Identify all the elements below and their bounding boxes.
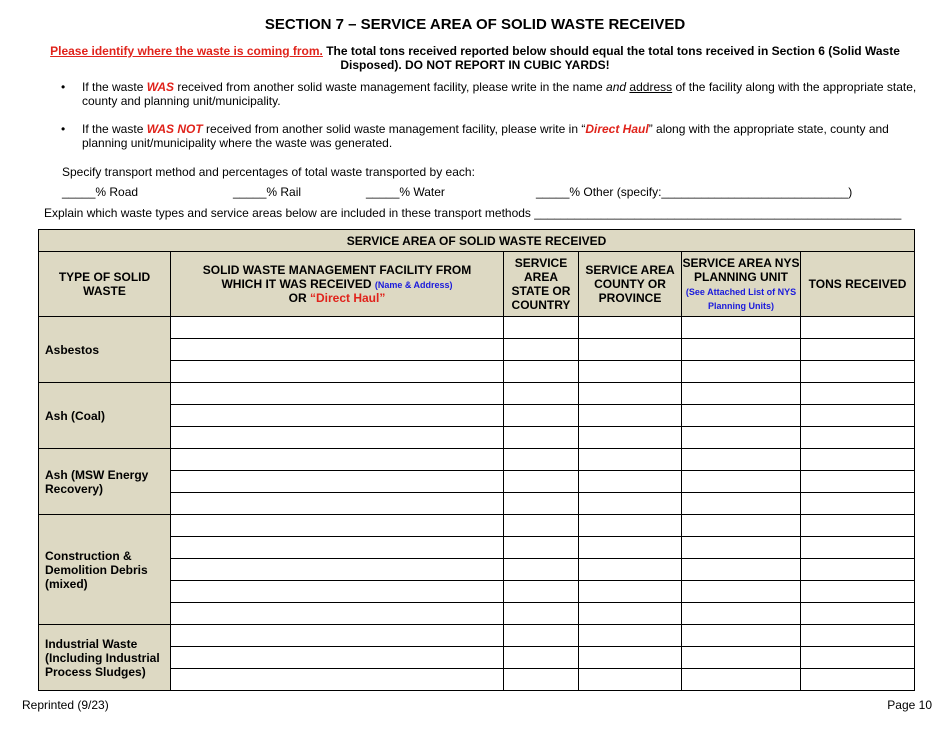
bullet-direct-haul: Direct Haul: [585, 122, 649, 136]
table-row: [39, 427, 915, 449]
bullet-text: ” along with the appropriate state, county and: [648, 122, 889, 136]
table-title: SERVICE AREA OF SOLID WASTE RECEIVED: [39, 230, 915, 252]
tons-cell[interactable]: [801, 625, 915, 647]
header-nys-label: SERVICE AREA NYS PLANNING UNIT: [682, 256, 800, 284]
header-state: SERVICE AREA STATE OR COUNTRY: [504, 252, 579, 317]
planning-unit-cell[interactable]: [682, 383, 801, 405]
header-facility-note: (Name & Address): [374, 280, 453, 290]
service-area-table: [38, 229, 915, 691]
planning-unit-cell[interactable]: [682, 493, 801, 515]
header-nys-note: (See Attached List of NYS Planning Units): [685, 287, 797, 311]
header-county: SERVICE AREA COUNTY OR PROVINCE: [579, 252, 682, 317]
state-cell[interactable]: [504, 603, 579, 625]
state-cell[interactable]: [504, 647, 579, 669]
state-cell[interactable]: [504, 317, 579, 339]
footer-reprinted: Reprinted (9/23): [22, 698, 109, 712]
table-row: [39, 339, 915, 361]
tons-cell[interactable]: [801, 493, 915, 515]
bullet-text: If the waste: [82, 122, 147, 136]
facility-cell[interactable]: [171, 515, 504, 537]
planning-unit-cell[interactable]: [682, 537, 801, 559]
county-cell[interactable]: [579, 515, 682, 537]
county-cell[interactable]: [579, 449, 682, 471]
county-cell[interactable]: [579, 493, 682, 515]
bullet-and: and: [606, 80, 627, 94]
planning-unit-cell[interactable]: [682, 581, 801, 603]
planning-unit-cell[interactable]: [682, 317, 801, 339]
transport-water-field[interactable]: _____% Water: [366, 185, 445, 199]
transport-road-field[interactable]: _____% Road: [62, 185, 139, 199]
tons-cell[interactable]: [801, 339, 915, 361]
table-row: [39, 449, 915, 471]
county-cell[interactable]: [579, 361, 682, 383]
state-cell[interactable]: [504, 581, 579, 603]
table-row: [39, 537, 915, 559]
planning-unit-cell[interactable]: [682, 471, 801, 493]
waste-type-label: Construction & Demolition Debris (mixed): [39, 515, 171, 625]
planning-unit-cell[interactable]: [682, 669, 801, 691]
state-cell[interactable]: [504, 559, 579, 581]
bullet-text: planning unit/municipality where the waste was generated.: [82, 136, 393, 150]
header-facility-line2: WHICH IT WAS RECEIVED: [221, 277, 375, 291]
transport-rail-field[interactable]: _____% Rail: [233, 185, 302, 199]
tons-cell[interactable]: [801, 449, 915, 471]
tons-cell[interactable]: [801, 361, 915, 383]
county-cell[interactable]: [579, 405, 682, 427]
waste-type-label: Ash (Coal): [39, 383, 171, 449]
table-row: [39, 405, 915, 427]
planning-unit-cell[interactable]: [682, 449, 801, 471]
state-cell[interactable]: [504, 427, 579, 449]
table-row: [39, 647, 915, 669]
bullet-text: of the facility along with the appropriate state,: [672, 80, 917, 94]
table-row: [39, 317, 915, 339]
tons-cell[interactable]: [801, 581, 915, 603]
county-cell[interactable]: [579, 559, 682, 581]
table-row: [39, 383, 915, 405]
county-cell[interactable]: [579, 339, 682, 361]
facility-cell[interactable]: [171, 537, 504, 559]
transport-other-field[interactable]: _____% Other (specify:____________________________): [536, 185, 853, 199]
bullet-text: If the waste: [82, 80, 147, 94]
waste-type-label: Ash (MSW Energy Recovery): [39, 449, 171, 515]
tons-cell[interactable]: [801, 669, 915, 691]
facility-cell[interactable]: [171, 625, 504, 647]
header-facility: [171, 252, 504, 317]
planning-unit-cell[interactable]: [682, 647, 801, 669]
intro-red-text: Please identify where the waste is coming from.: [50, 44, 323, 58]
header-type: TYPE OF SOLID WASTE: [39, 252, 171, 317]
state-cell[interactable]: [504, 339, 579, 361]
facility-cell[interactable]: [171, 669, 504, 691]
state-cell[interactable]: [504, 493, 579, 515]
intro-line1: The total tons received reported below should equal the total tons received in Section 6 (Solid Waste: [322, 44, 900, 58]
state-cell[interactable]: [504, 471, 579, 493]
header-nys: [682, 252, 801, 317]
table-row: [39, 581, 915, 603]
state-cell[interactable]: [504, 669, 579, 691]
planning-unit-cell[interactable]: [682, 515, 801, 537]
facility-cell[interactable]: [171, 361, 504, 383]
state-cell[interactable]: [504, 405, 579, 427]
state-cell[interactable]: [504, 515, 579, 537]
county-cell[interactable]: [579, 317, 682, 339]
bullet-emphasis: WAS NOT: [146, 122, 203, 136]
tons-cell[interactable]: [801, 603, 915, 625]
tons-cell[interactable]: [801, 471, 915, 493]
intro-line2: Disposed). DO NOT REPORT IN CUBIC YARDS!: [340, 58, 610, 72]
facility-cell[interactable]: [171, 647, 504, 669]
table-row: [39, 515, 915, 537]
waste-type-label: Asbestos: [39, 317, 171, 383]
planning-unit-cell[interactable]: [682, 427, 801, 449]
transport-note: Specify transport method and percentages of total waste transported by each:: [62, 165, 475, 179]
table-row: [39, 625, 915, 647]
planning-unit-cell[interactable]: [682, 559, 801, 581]
tons-cell[interactable]: [801, 537, 915, 559]
facility-cell[interactable]: [171, 427, 504, 449]
facility-cell[interactable]: [171, 559, 504, 581]
county-cell[interactable]: [579, 603, 682, 625]
facility-cell[interactable]: [171, 449, 504, 471]
county-cell[interactable]: [579, 471, 682, 493]
bullet-text: received from another solid waste management facility, please write in “: [202, 122, 586, 136]
planning-unit-cell[interactable]: [682, 603, 801, 625]
header-direct-haul: “Direct Haul”: [309, 291, 386, 305]
section-title: SECTION 7 – SERVICE AREA OF SOLID WASTE RECEIVED: [264, 16, 686, 33]
header-tons: TONS RECEIVED: [801, 252, 915, 317]
tons-cell[interactable]: [801, 383, 915, 405]
county-cell[interactable]: [579, 427, 682, 449]
state-cell[interactable]: [504, 361, 579, 383]
tons-cell[interactable]: [801, 515, 915, 537]
county-cell[interactable]: [579, 537, 682, 559]
facility-cell[interactable]: [171, 581, 504, 603]
bullet-emphasis: WAS: [146, 80, 175, 94]
state-cell[interactable]: [504, 537, 579, 559]
facility-cell[interactable]: [171, 339, 504, 361]
tons-cell[interactable]: [801, 317, 915, 339]
header-facility-or: OR: [288, 291, 310, 305]
state-cell[interactable]: [504, 383, 579, 405]
header-facility-line1: SOLID WASTE MANAGEMENT FACILITY FROM: [202, 263, 472, 277]
bullet-text: received from another solid waste management facility, please write in the name: [174, 80, 607, 94]
footer-page-number: Page 10: [887, 698, 932, 712]
county-cell[interactable]: [579, 647, 682, 669]
tons-cell[interactable]: [801, 427, 915, 449]
tons-cell[interactable]: [801, 405, 915, 427]
facility-cell[interactable]: [171, 603, 504, 625]
table-row: [39, 559, 915, 581]
waste-type-label: Industrial Waste (Including Industrial Process Sludges): [39, 625, 171, 691]
county-cell[interactable]: [579, 581, 682, 603]
tons-cell[interactable]: [801, 647, 915, 669]
table-row: [39, 471, 915, 493]
planning-unit-cell[interactable]: [682, 361, 801, 383]
county-cell[interactable]: [579, 669, 682, 691]
facility-cell[interactable]: [171, 471, 504, 493]
bullet-was-not: [82, 122, 927, 150]
table-row: [39, 603, 915, 625]
facility-cell[interactable]: [171, 493, 504, 515]
intro-instructions: [40, 44, 910, 72]
state-cell[interactable]: [504, 449, 579, 471]
table-row: [39, 493, 915, 515]
facility-cell[interactable]: [171, 383, 504, 405]
facility-cell[interactable]: [171, 405, 504, 427]
table-row: [39, 669, 915, 691]
county-cell[interactable]: [579, 625, 682, 647]
bullet-icon: •: [61, 80, 66, 94]
transport-explain-field[interactable]: Explain which waste types and service areas below are included in these transport methods _______________________________________________________: [44, 206, 902, 220]
facility-cell[interactable]: [171, 317, 504, 339]
bullet-was: [82, 80, 927, 108]
planning-unit-cell[interactable]: [682, 339, 801, 361]
bullet-address: address: [629, 80, 673, 94]
state-cell[interactable]: [504, 625, 579, 647]
county-cell[interactable]: [579, 383, 682, 405]
planning-unit-cell[interactable]: [682, 625, 801, 647]
tons-cell[interactable]: [801, 559, 915, 581]
planning-unit-cell[interactable]: [682, 405, 801, 427]
bullet-text: county and planning unit/municipality.: [82, 94, 281, 108]
table-row: [39, 361, 915, 383]
bullet-icon: •: [61, 122, 66, 136]
